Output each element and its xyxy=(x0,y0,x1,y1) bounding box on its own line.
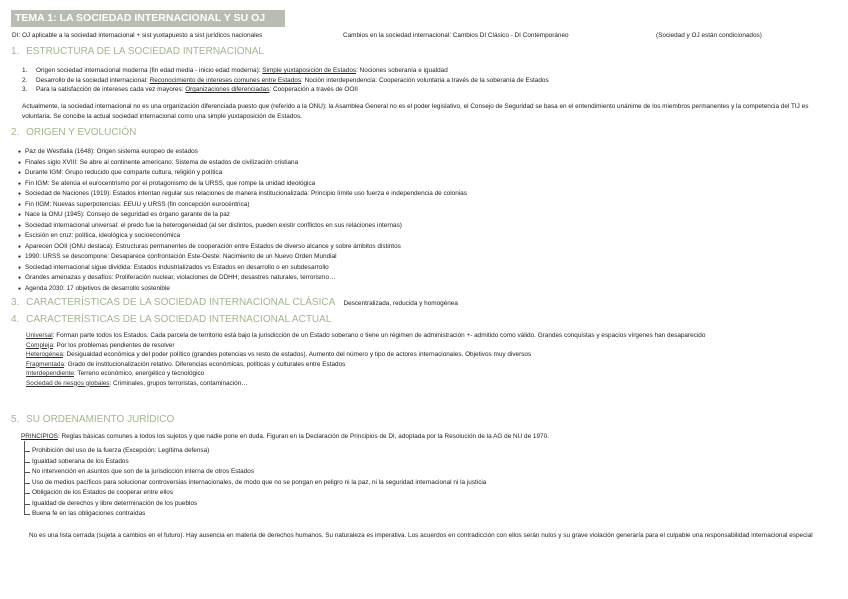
intro-definition: DI: OJ aplicable a la sociedad internacional + sist yuxtapuesto a sist jurídicos nacionales xyxy=(12,32,263,39)
structure-paragraph: Actualmente, la sociedad internacional no es una organización diferenciada puesto que (referido a la ONU): la Asamblea General no es el poder legislativo, el Consejo de Seguridad se basa en el entendimiento unánime de los miembros permanentes y la competencia del TIJ es voluntaria. Se concibe la actual sociedad internacional como una simple yuxtaposición de Estados. xyxy=(22,103,809,120)
list-text: Para la satisfacción de intereses cada vez mayores: xyxy=(36,86,186,93)
list-item xyxy=(18,200,467,211)
list-underlined: Organizaciones diferenciadas xyxy=(185,86,270,93)
definition-text: : Criminales, grupos terroristas, contaminación… xyxy=(109,379,248,387)
definition-term: Sociedad de riesgos globales xyxy=(26,379,110,387)
bullet-icon: ● xyxy=(18,243,22,250)
bullet-icon: ● xyxy=(18,159,22,166)
list-item xyxy=(26,350,838,360)
section-2-heading xyxy=(11,127,136,138)
section-5-number: 5. xyxy=(11,414,20,425)
section-1-title: ESTRUCTURA DE LA SOCIEDAD INTERNACIONAL xyxy=(26,46,264,57)
list-text: : Cooperación a través de OOII xyxy=(269,86,358,93)
section-3-title: CARACTERÍSTICAS DE LA SOCIEDAD INTERNACIONAL CLÁSICA xyxy=(26,297,335,308)
list-text: Paz de Westfalia (1648): Origen sistema europeo de estados xyxy=(25,148,198,155)
bullet-icon: ● xyxy=(18,222,22,229)
section-3-heading xyxy=(11,297,458,308)
list-item xyxy=(18,221,467,232)
list-item: Igualdad soberana de los Estados xyxy=(23,457,486,468)
list-number: 1. xyxy=(22,67,28,74)
section-1-heading xyxy=(11,46,264,57)
section-5-heading xyxy=(11,414,174,425)
definition-term: Compleja xyxy=(26,341,53,349)
intro-note: (Sociedad y OJ están condicionados) xyxy=(656,32,762,39)
bullet-icon: ● xyxy=(18,254,22,260)
principles-text: : Reglas básicas comunes a todos los sujetos y que nadie pone en duda. Figuran en la Declaración de Principios de DI, adoptada por la Resolución de la AG de NU de 1970. xyxy=(57,433,549,440)
definition-term: Universal xyxy=(26,332,53,339)
list-text: : Nociones soberanía e igualdad xyxy=(356,67,448,74)
section-3-summary: Descentralizada, reducida y homogénea xyxy=(343,300,458,307)
list-item xyxy=(26,331,838,341)
list-number: 3. xyxy=(22,86,28,93)
definition-term: Heterogénea xyxy=(26,351,63,358)
bullet-icon: ● xyxy=(18,149,22,155)
definition-text: : Grado de institucionalización relativo. Diferencias económicas, políticas y culturales entre Estados xyxy=(64,360,346,368)
list-item: Prohibición del uso de la fuerza (Excepción: Legítima defensa) xyxy=(23,446,486,457)
definition-term: Interdependiente xyxy=(26,370,74,377)
list-item xyxy=(22,85,549,95)
section-1-number: 1. xyxy=(11,46,20,57)
list-underlined: Simple yuxtaposición de Estados xyxy=(262,67,357,74)
list-item: Igualdad de derechos y libre determinación de los pueblos xyxy=(23,499,486,510)
bullet-icon: ● xyxy=(18,201,22,208)
list-item: Buena fe en las obligaciones contraídas xyxy=(23,509,486,520)
origin-bullet-list xyxy=(18,147,467,294)
section-4-heading xyxy=(11,314,331,325)
closing-paragraph: No es una lista cerrada (sujeta a cambios en el futuro). Hay ausencia en materia de derechos humanos. Su naturaleza es imperativa. Los acuerdos en contradicción con ellos serán nulos y su grave violación generaría para el culpable una responsabilidad internacional especial xyxy=(29,532,813,539)
definition-text: : Desigualdad económica y del poder político (grandes potencias vs resto de estados). Aumento del número y tipo de actores internacionales. Objetivos muy diversos xyxy=(62,351,532,358)
bullet-icon: ● xyxy=(18,285,22,292)
list-item xyxy=(18,147,467,158)
list-text: Durante IGM: Grupo reducido que comparte cultura, religión y política xyxy=(25,169,223,176)
list-item xyxy=(18,263,467,274)
list-item xyxy=(26,369,838,379)
list-item xyxy=(22,76,549,86)
structure-list xyxy=(22,66,549,95)
bullet-icon: ● xyxy=(18,264,22,271)
list-item xyxy=(18,168,467,179)
list-item xyxy=(22,66,549,76)
section-4-number: 4. xyxy=(11,314,20,325)
bullet-icon: ● xyxy=(18,233,22,239)
list-text: Escisión en cruz: política, ideológica y socioeconómica xyxy=(25,232,181,239)
section-4-title: CARACTERÍSTICAS DE LA SOCIEDAD INTERNACIONAL ACTUAL xyxy=(26,314,332,325)
bullet-icon: ● xyxy=(18,212,22,218)
list-item: Obligación de los Estados de cooperar entre ellos xyxy=(23,488,486,499)
list-text: Fin IGM: Se atenúa el eurocentrismo por el protagonismo de la URSS, que rompe la unidad ideológica xyxy=(25,179,316,187)
list-item xyxy=(26,379,838,389)
section-2-number: 2. xyxy=(11,127,20,138)
list-item xyxy=(18,284,467,295)
list-item xyxy=(18,158,467,169)
list-number: 2. xyxy=(22,76,28,84)
principles-tree xyxy=(23,446,486,520)
list-item xyxy=(18,242,467,253)
list-text: Sociedad internacional universal: el predo fue la heterogeneidad (al ser distintos, pueden existir conflictos en sus relaciones internas) xyxy=(25,221,402,229)
list-item xyxy=(18,231,467,242)
principles-term: PRINCIPIOS xyxy=(21,433,58,440)
section-5-title: SU ORDENAMIENTO JURÍDICO xyxy=(26,414,175,425)
list-item xyxy=(18,210,467,221)
list-text: 1990: URSS se descompone: Desaparece confrontación Este-Oeste: Nacimiento de un Nuevo Orden Mundial xyxy=(25,253,337,260)
list-text: Finales siglo XVIII: Se abre al continente americano: Sistema de estados de civilización cristiana xyxy=(25,158,299,166)
section-3-number: 3. xyxy=(11,297,20,308)
bullet-icon: ● xyxy=(18,275,22,281)
list-item: No intervención en asuntos que son de la jurisdicción interna de otros Estados xyxy=(23,467,486,478)
definition-text: : Forman parte todos los Estados. Cada parcela de territorio está bajo la jurisdicción de un Estado soberano o tiene un régimen de administración +- admitido como válido. Grandes conquistas y espacios vírgenes han desaparecido xyxy=(52,332,706,339)
list-text: Sociedad internacional sigue dividida: Estados industrializados vs Estados en desarrollo o en subdesarrollo xyxy=(25,263,329,271)
list-item xyxy=(26,360,838,370)
bullet-icon: ● xyxy=(18,191,22,197)
definition-term: Fragmentada xyxy=(26,360,65,368)
bullet-icon: ● xyxy=(18,170,22,176)
list-item xyxy=(26,341,838,351)
list-text: Desarrollo de la sociedad internacional: xyxy=(36,76,150,84)
list-text: Sociedad de Naciones (1919): Estados intentan regular sus relaciones de manera institucionalizada: Principio límite uso fuerza e independencia de colonias xyxy=(25,190,467,197)
list-item xyxy=(18,189,467,200)
characteristics-list xyxy=(26,331,838,388)
list-text: Aparecen OOII (ONU destaca): Estructuras permanentes de cooperación entre Estados de diverso alcance y sobre ámbitos distintos xyxy=(25,242,401,250)
bullet-icon: ● xyxy=(18,180,22,187)
intro-changes: Cambios en la sociedad internacional: Cambios DI Clásico - DI Contemporáneo xyxy=(343,32,569,39)
section-2-title: ORIGEN Y EVOLUCIÓN xyxy=(26,127,137,138)
list-text: Agenda 2030: 17 objetivos de desarrollo sostenible xyxy=(25,284,170,292)
list-text: Origen sociedad internacional moderna (fin edad media - inicio edad moderna): xyxy=(36,67,263,74)
list-text: Nace la ONU (1945): Consejo de seguridad es órgano garante de la paz xyxy=(25,211,230,218)
list-underlined: Reconocimiento de intereses comunes entre Estados xyxy=(149,76,302,84)
principles-intro xyxy=(21,433,549,440)
list-item: Uso de medios pacíficos para solucionar controversias internacionales, de modo que no se pongan en peligro ni la paz, ni la seguridad internacional ni la justicia xyxy=(23,478,486,489)
list-item xyxy=(18,179,467,190)
page-title: TEMA 1: LA SOCIEDAD INTERNACIONAL Y SU OJ xyxy=(11,10,285,27)
definition-text: : Por los problemas pendientes de resolver xyxy=(53,341,175,349)
definition-text: : Terreno económico, energético y tecnológico xyxy=(73,370,205,377)
list-text: : Noción interdependencia: Cooperación voluntaria a través de la soberanía de Estados xyxy=(301,76,549,84)
list-item xyxy=(18,252,467,263)
list-item xyxy=(18,273,467,284)
list-text: Fin IIGM: Nuevas superpotencias: EEUU y URSS (fin concepción eurocéntrica) xyxy=(25,200,250,208)
list-text: Grandes amenazas y desafíos: Proliferación nuclear, violaciones de DDHH; desastres naturales, terrorismo… xyxy=(25,274,336,281)
